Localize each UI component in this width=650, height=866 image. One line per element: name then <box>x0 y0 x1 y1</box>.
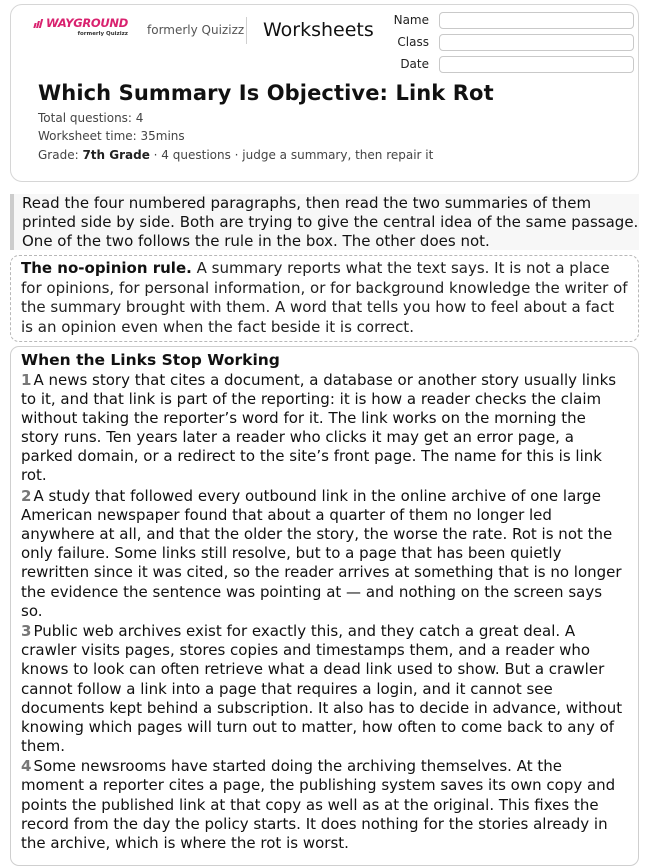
date-input[interactable] <box>439 56 634 73</box>
passage <box>10 346 639 866</box>
rule-heading: The no-opinion rule. <box>21 259 192 277</box>
total-questions: Total questions: 4 <box>38 111 144 125</box>
paragraph-1 <box>21 371 628 486</box>
header-divider <box>246 17 247 44</box>
paragraph-number: 3 <box>21 622 32 641</box>
instructions: Read the four numbered paragraphs, then read the two summaries of them printed side by side. Both are trying to give the central idea of the same passage. One of the two follows the rule in the box. The other does not. <box>10 194 639 250</box>
paragraph-number: 4 <box>21 757 32 776</box>
name-input[interactable] <box>439 12 634 29</box>
paragraph-text: Some newsrooms have started doing the archiving themselves. At the moment a reporter cites a page, the publishing system saves its own copy and points the published link at that copy as well as at the original. This fixes the record from the day the policy starts. It does nothing for the stories already in the archive, which is where the rot is worst. <box>21 757 616 852</box>
rule-text: A summary reports what the text says. It is not a place for opinions, for personal information, or for background knowledge the writer of the summary brought with them. A word that tells you how to feel about a fact is an opinion even when the fact beside it is correct. <box>21 259 628 336</box>
grade-value: 7th Grade <box>82 148 150 162</box>
paragraph-number: 1 <box>21 371 32 389</box>
passage-title: When the Links Stop Working <box>21 351 280 369</box>
grade-suffix: · 4 questions · judge a summary, then repair it <box>149 148 434 162</box>
paragraph-text: A news story that cites a document, a database or another story usually links to it, and that link is part of the reporting: it is how a reader checks the claim without taking the reporter’s word for it. The link works on the morning the story runs. Ten years later a reader who clicks it may get an error page, a parked domain, or a redirect to the site’s front page. The name for this is link rot. <box>21 371 617 485</box>
class-input[interactable] <box>439 34 634 51</box>
grade-line <box>38 148 433 162</box>
paragraph-2 <box>21 487 628 621</box>
paragraph-text: Public web archives exist for exactly this, and they catch a great deal. A crawler visits pages, stores copies and timestamps them, and a reader who knows to look can often retrieve what a dead link used to show. But a crawler cannot follow a link into a page that requires a login, and it cannot see documents kept behind a subscription. It also has to decide in advance, without knowing which pages will turn out to matter, how often to come back to any of them. <box>21 622 623 755</box>
paragraph-text: A study that followed every outbound link in the online archive of one large American newspaper found that about a quarter of them no longer led anywhere at all, and that the older the story, the worse the rate. Rot is not the only failure. Some links still resolve, but to a page that has been quietly rewritten since it was cited, so the reader arrives at something that is no longer the evidence the sentence was pointing at — and nothing on the screen says so. <box>21 487 622 620</box>
logo-bars-icon <box>34 19 44 28</box>
formerly-label: formerly Quizizz <box>147 23 245 37</box>
logo-subtext: formerly Quizizz <box>77 31 128 37</box>
grade-prefix: Grade: <box>38 148 83 162</box>
worksheet-title: Which Summary Is Objective: Link Rot <box>38 81 494 105</box>
date-label: Date <box>400 57 429 71</box>
worksheets-label: Worksheets <box>263 19 374 41</box>
paragraph-4 <box>21 757 628 852</box>
wayground-logo <box>34 17 128 43</box>
logo-text: WAYGROUND <box>45 16 128 30</box>
name-label: Name <box>393 13 429 27</box>
paragraph-3 <box>21 622 628 756</box>
paragraph-number: 2 <box>21 487 32 506</box>
class-label: Class <box>397 35 429 49</box>
rule-box <box>10 255 639 342</box>
worksheet-time: Worksheet time: 35mins <box>38 129 185 143</box>
worksheet-header <box>10 4 639 182</box>
